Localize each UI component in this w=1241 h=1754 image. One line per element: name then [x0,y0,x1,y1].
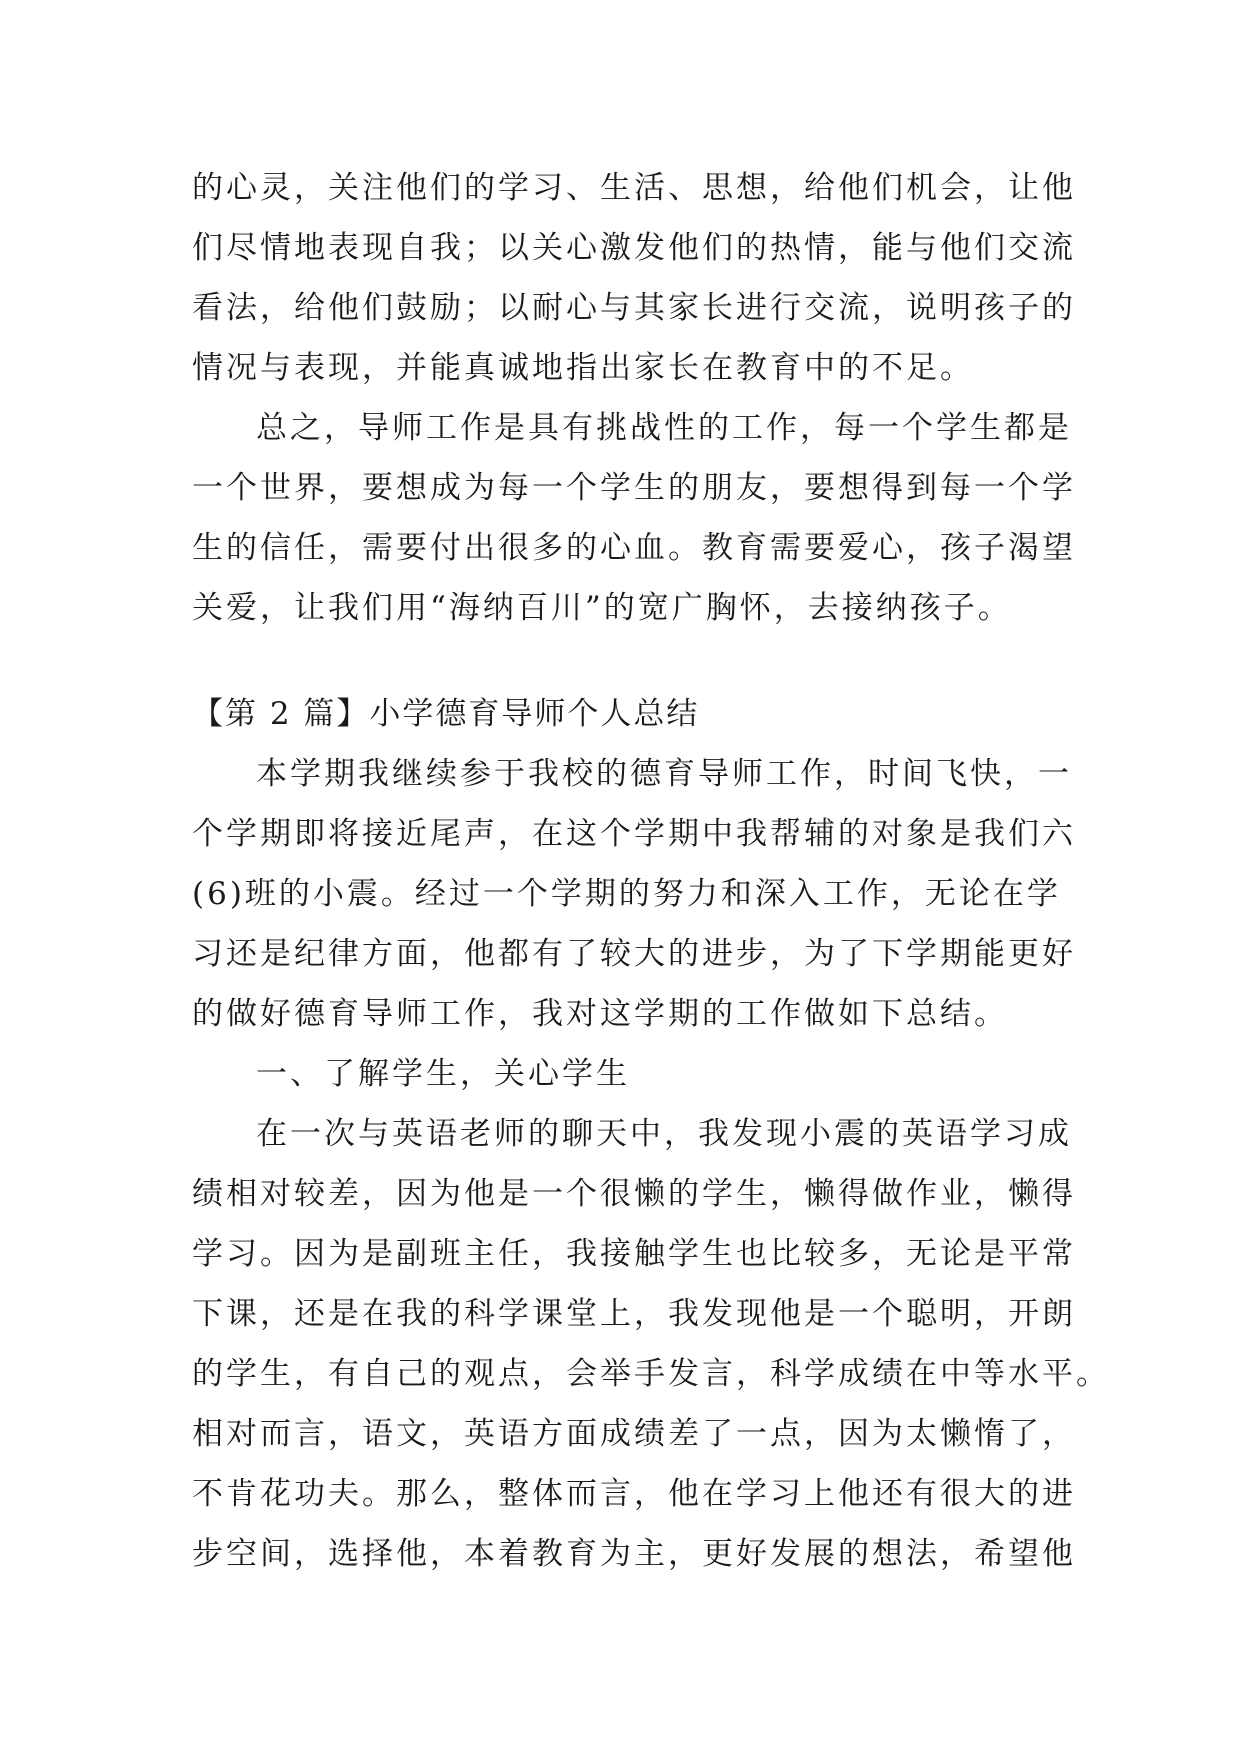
text-line: 一个世界，要想成为每一个学生的朋友，要想得到每一个学 [192,470,1076,506]
text-line: 关爱，让我们用“海纳百川”的宽广胸怀，去接纳孩子。 [192,590,1012,626]
text-line: 生的信任，需要付出很多的心血。教育需要爱心，孩子渴望 [192,530,1076,566]
text-line: 们尽情地表现自我；以关心激发他们的热情，能与他们交流 [192,230,1076,266]
text-line: 下课，还是在我的科学课堂上，我发现他是一个聪明，开朗 [192,1296,1076,1332]
text-line: 习还是纪律方面，他都有了较大的进步，为了下学期能更好 [192,936,1076,972]
section-heading: 【第 2 篇】小学德育导师个人总结 [192,696,700,732]
text-line: 在一次与英语老师的聊天中，我发现小震的英语学习成 [256,1116,1072,1152]
text-line: 看法，给他们鼓励；以耐心与其家长进行交流，说明孩子的 [192,290,1076,326]
paragraph-intro [192,744,1076,1044]
text-line: 的心灵，关注他们的学习、生活、思想，给他们机会，让他 [192,170,1076,206]
subsection-heading: 一、了解学生，关心学生 [256,1056,630,1092]
text-line: 绩相对较差，因为他是一个很懒的学生，懒得做作业，懒得 [192,1176,1076,1212]
text-line: 相对而言，语文，英语方面成绩差了一点，因为太懒惰了， [192,1416,1076,1452]
paragraph-body [192,1104,1110,1584]
document-body [192,158,1110,1584]
text-line: 总之，导师工作是具有挑战性的工作，每一个学生都是 [256,410,1072,446]
section-gap [192,638,1052,684]
text-line: 学习。因为是副班主任，我接触学生也比较多，无论是平常 [192,1236,1076,1272]
paragraph-continuation [192,158,1076,398]
text-line: 情况与表现，并能真诚地指出家长在教育中的不足。 [192,350,974,386]
text-line: (6)班的小震。经过一个学期的努力和深入工作，无论在学 [192,876,1061,912]
text-line: 个学期即将接近尾声，在这个学期中我帮辅的对象是我们六 [192,816,1076,852]
text-line: 的做好德育导师工作，我对这学期的工作做如下总结。 [192,996,1008,1032]
text-line: 的学生，有自己的观点，会举手发言，科学成绩在中等水平。 [192,1356,1110,1392]
paragraph-conclusion [192,398,1076,638]
text-line: 步空间，选择他，本着教育为主，更好发展的想法，希望他 [192,1536,1076,1572]
text-line: 不肯花功夫。那么，整体而言，他在学习上他还有很大的进 [192,1476,1076,1512]
text-line: 本学期我继续参于我校的德育导师工作，时间飞快，一 [256,756,1072,792]
